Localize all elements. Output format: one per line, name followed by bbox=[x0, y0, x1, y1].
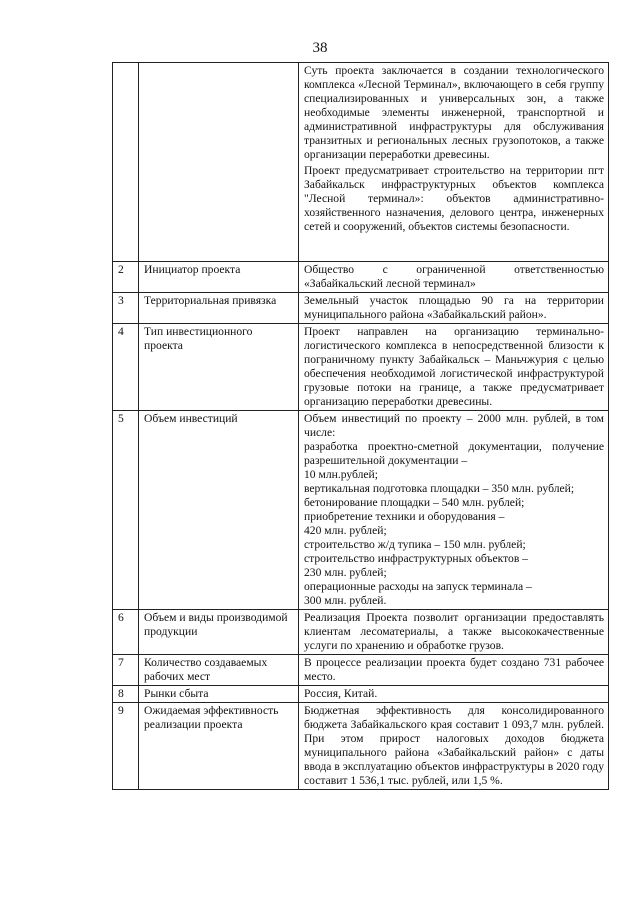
description-line: строительство ж/д тупика – 150 млн. рублей; bbox=[304, 538, 526, 551]
row-label bbox=[139, 63, 299, 262]
row-number bbox=[113, 63, 139, 262]
row-description bbox=[299, 324, 609, 411]
row-description bbox=[299, 703, 609, 790]
description-line: 10 млн.рублей; bbox=[304, 468, 378, 481]
row-label: Количество создаваемых рабочих мест bbox=[139, 655, 299, 686]
description-paragraph: Земельный участок площадью 90 га на территории муниципального района «Забайкальский район». bbox=[304, 294, 604, 321]
row-label: Тип инвестиционного проекта bbox=[139, 324, 299, 411]
description-line: 230 млн. рублей; bbox=[304, 566, 387, 579]
description-line: вертикальная подготовка площадки – 350 млн. рублей; bbox=[304, 482, 575, 495]
description-paragraph: Реализация Проекта позволит организации предоставлять клиентам лесоматериалы, а также высококачественные услуги по хранению и обработке грузов. bbox=[304, 611, 604, 652]
description-paragraph: Россия, Китай. bbox=[304, 687, 378, 700]
table-row bbox=[113, 411, 609, 610]
description-paragraph: Суть проекта заключается в создании технологического комплекса «Лесной Терминал», включающего в себя группу специализированных и универсальных зон, а также необходимые элементы инженерной, транспортной и административной инфраструктуры для обслуживания транзитных и региональных лесных грузопотоков, а также организации переработки древесины. bbox=[304, 64, 604, 161]
description-paragraph: Проект предусматривает строительство на территории пгт Забайкальск инфраструктурных объектов комплекса "Лесной терминал»: объектов административно-хозяйственного назначения, делового центра, инженерных сетей и сооружений, объектов системы безопасности. bbox=[304, 164, 604, 233]
table-row bbox=[113, 63, 609, 262]
description-line: 300 млн. рублей. bbox=[304, 594, 387, 607]
description-line: 420 млн. рублей; bbox=[304, 524, 387, 537]
row-description bbox=[299, 262, 609, 293]
row-number: 4 bbox=[113, 324, 139, 411]
description-line: операционные расходы на запуск терминала – bbox=[304, 580, 532, 593]
row-label: Инициатор проекта bbox=[139, 262, 299, 293]
table-row bbox=[113, 324, 609, 411]
row-number: 7 bbox=[113, 655, 139, 686]
row-description bbox=[299, 411, 609, 610]
row-description bbox=[299, 686, 609, 703]
row-label: Рынки сбыта bbox=[139, 686, 299, 703]
row-description bbox=[299, 293, 609, 324]
description-paragraph: Бюджетная эффективность для консолидированного бюджета Забайкальского края составит 1 093,7 млн. рублей. При этом прирост налоговых доходов бюджета муниципального района «Забайкальский район» с даты ввода в эксплуатацию объектов инфраструктуры в 2020 году составит 1 536,1 тыс. рублей, или 1,5 %. bbox=[304, 704, 604, 787]
row-number: 8 bbox=[113, 686, 139, 703]
row-number: 2 bbox=[113, 262, 139, 293]
table-row bbox=[113, 686, 609, 703]
description-line: разработка проектно-сметной документации, получение разрешительной документации – bbox=[304, 440, 604, 467]
row-number: 5 bbox=[113, 411, 139, 610]
table-row bbox=[113, 262, 609, 293]
table-row bbox=[113, 655, 609, 686]
row-description bbox=[299, 63, 609, 262]
table-row bbox=[113, 293, 609, 324]
description-paragraph: Общество с ограниченной ответственностью «Забайкальский лесной терминал» bbox=[304, 263, 604, 290]
table-row bbox=[113, 703, 609, 790]
description-line: строительство инфраструктурных объектов – bbox=[304, 552, 528, 565]
row-label: Ожидаемая эффективность реализации проекта bbox=[139, 703, 299, 790]
page-number: 38 bbox=[312, 40, 328, 56]
row-description bbox=[299, 610, 609, 655]
description-line: Объем инвестиций по проекту – 2000 млн. рублей, в том числе: bbox=[304, 412, 604, 439]
row-label: Объем и виды производимой продукции bbox=[139, 610, 299, 655]
description-line: бетонирование площадки – 540 млн. рублей; bbox=[304, 496, 525, 509]
description-paragraph: В процессе реализации проекта будет создано 731 рабочее место. bbox=[304, 656, 604, 683]
row-description bbox=[299, 655, 609, 686]
table-row bbox=[113, 610, 609, 655]
row-number: 3 bbox=[113, 293, 139, 324]
row-label: Территориальная привязка bbox=[139, 293, 299, 324]
description-paragraph: Проект направлен на организацию терминально-логистического комплекса в непосредственной близости к пограничному пункту Забайкальск – Маньчжурия с целью обеспечения необходимой логистической инфраструктурой грузовые потоки на границе, а также предусматривает организацию переработки древесины. bbox=[304, 325, 604, 408]
row-number: 6 bbox=[113, 610, 139, 655]
description-line: приобретение техники и оборудования – bbox=[304, 510, 505, 523]
project-passport-table bbox=[112, 62, 609, 790]
row-label: Объем инвестиций bbox=[139, 411, 299, 610]
row-number: 9 bbox=[113, 703, 139, 790]
